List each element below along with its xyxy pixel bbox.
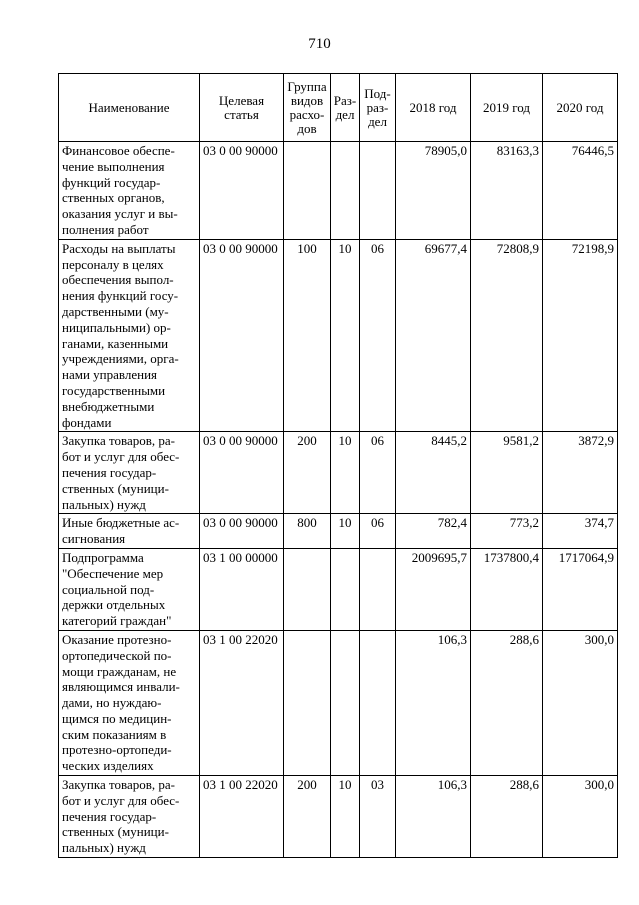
table-row: [59, 630, 618, 775]
row-expense-group-cell: [284, 548, 331, 630]
row-name-cell: Финансовое обеспе- чение выполнения функций государ- ственных органов, оказания услуг и вы- полнения работ: [59, 142, 200, 240]
header-section: Раз- дел: [331, 74, 360, 142]
row-2018-cell: 2009695,7: [396, 548, 471, 630]
header-target-article: Целевая статья: [200, 74, 284, 142]
row-2020-cell: 1717064,9: [543, 548, 618, 630]
row-2019-cell: 1737800,4: [471, 548, 543, 630]
header-name: Наименование: [59, 74, 200, 142]
row-2020-cell: 76446,5: [543, 142, 618, 240]
row-section-cell: [331, 630, 360, 775]
row-expense-group-cell: [284, 142, 331, 240]
row-2018-cell: 69677,4: [396, 239, 471, 432]
row-2019-cell: 288,6: [471, 630, 543, 775]
row-subsection-cell: [360, 548, 396, 630]
table-row: [59, 142, 618, 240]
row-2020-cell: 300,0: [543, 776, 618, 858]
table-row: [59, 776, 618, 858]
row-2020-cell: 3872,9: [543, 432, 618, 514]
row-section-cell: 10: [331, 432, 360, 514]
row-subsection-cell: 06: [360, 514, 396, 549]
row-2018-cell: 8445,2: [396, 432, 471, 514]
row-2018-cell: 782,4: [396, 514, 471, 549]
row-target-article-cell: 03 0 00 90000: [200, 142, 284, 240]
table-row: [59, 432, 618, 514]
row-expense-group-cell: 100: [284, 239, 331, 432]
row-expense-group-cell: 200: [284, 432, 331, 514]
table-row: [59, 548, 618, 630]
row-2019-cell: 83163,3: [471, 142, 543, 240]
row-name-cell: Закупка товаров, ра- бот и услуг для обес- печения государ- ственных (муници- пальных) нужд: [59, 776, 200, 858]
page-number: 710: [308, 36, 331, 52]
row-target-article-cell: 03 0 00 90000: [200, 239, 284, 432]
row-expense-group-cell: 800: [284, 514, 331, 549]
row-target-article-cell: 03 1 00 22020: [200, 630, 284, 775]
budget-table: [58, 73, 618, 858]
header-row: [59, 74, 618, 142]
row-name-cell: Закупка товаров, ра- бот и услуг для обес- печения государ- ственных (муници- пальных) нужд: [59, 432, 200, 514]
row-target-article-cell: 03 0 00 90000: [200, 432, 284, 514]
row-name-cell: Расходы на выплаты персоналу в целях обеспечения выпол- нения функций госу- дарственными (му- ниципальными) ор- ганами, казенными учреждениями, орга- нами управления государственными внебюджетными фондами: [59, 239, 200, 432]
table-row: [59, 514, 618, 549]
row-2020-cell: 300,0: [543, 630, 618, 775]
row-2019-cell: 9581,2: [471, 432, 543, 514]
row-subsection-cell: 06: [360, 239, 396, 432]
row-subsection-cell: 03: [360, 776, 396, 858]
row-section-cell: 10: [331, 239, 360, 432]
row-section-cell: 10: [331, 776, 360, 858]
row-subsection-cell: [360, 630, 396, 775]
row-name-cell: Оказание протезно- ортопедической по- мощи гражданам, не являющимся инвали- дами, но нуждаю- щимся по медицин- ским показаниям в протезно-ортопеди- ческих изделиях: [59, 630, 200, 775]
row-section-cell: 10: [331, 514, 360, 549]
row-2019-cell: 288,6: [471, 776, 543, 858]
row-2019-cell: 72808,9: [471, 239, 543, 432]
header-subsection: Под- раз- дел: [360, 74, 396, 142]
row-2019-cell: 773,2: [471, 514, 543, 549]
row-expense-group-cell: [284, 630, 331, 775]
row-2018-cell: 78905,0: [396, 142, 471, 240]
row-2020-cell: 374,7: [543, 514, 618, 549]
row-2018-cell: 106,3: [396, 630, 471, 775]
header-2019: 2019 год: [471, 74, 543, 142]
row-2020-cell: 72198,9: [543, 239, 618, 432]
row-target-article-cell: 03 0 00 90000: [200, 514, 284, 549]
row-section-cell: [331, 548, 360, 630]
header-2018: 2018 год: [396, 74, 471, 142]
row-name-cell: Иные бюджетные ас- сигнования: [59, 514, 200, 549]
row-name-cell: Подпрограмма "Обеспечение мер социальной под- держки отдельных категорий граждан": [59, 548, 200, 630]
table-row: [59, 239, 618, 432]
header-2020: 2020 год: [543, 74, 618, 142]
row-subsection-cell: [360, 142, 396, 240]
header-expense-group: Группа видов расхо- дов: [284, 74, 331, 142]
row-target-article-cell: 03 1 00 00000: [200, 548, 284, 630]
row-subsection-cell: 06: [360, 432, 396, 514]
row-2018-cell: 106,3: [396, 776, 471, 858]
row-target-article-cell: 03 1 00 22020: [200, 776, 284, 858]
row-section-cell: [331, 142, 360, 240]
row-expense-group-cell: 200: [284, 776, 331, 858]
